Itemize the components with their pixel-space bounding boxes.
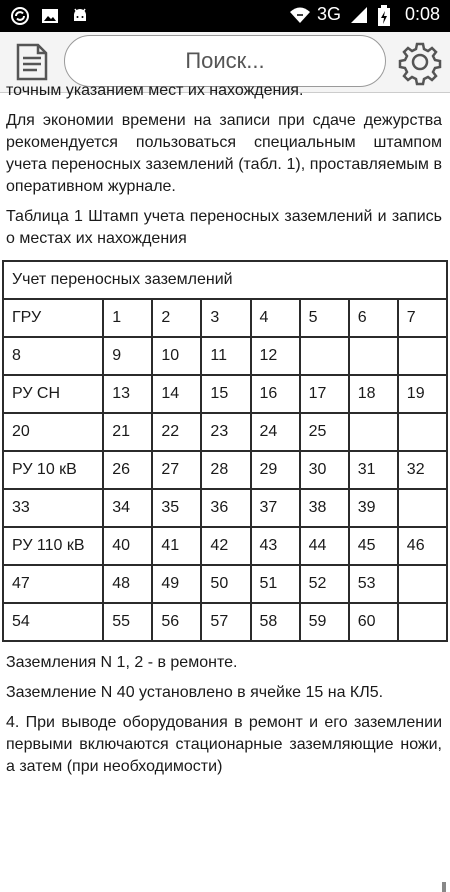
ground-number-cell: 22 — [152, 413, 201, 451]
ground-number-cell: 40 — [103, 527, 152, 565]
paragraph-stamp-intro: Для экономии времени на записи при сдаче дежурства рекомендуется пользоваться специальным штампом учета переносных заземлений (табл. 1), проставляемым в оперативном журнале. — [6, 112, 442, 195]
note-installed: Заземление N 40 установлено в ячейке 15 на КЛ5. — [6, 684, 384, 701]
sync-icon — [10, 6, 30, 26]
ground-number-cell — [349, 413, 398, 451]
ground-number-cell: 1 — [103, 299, 152, 337]
ground-number-cell: 14 — [152, 375, 201, 413]
ground-number-cell: 57 — [201, 603, 250, 641]
ground-number-cell: 31 — [349, 451, 398, 489]
network-type: 3G — [316, 4, 341, 24]
battery-icon — [377, 5, 397, 25]
paragraph-4: 4. При выводе оборудования в ремонт и его заземлении первыми включаются стационарные заземляющие ножи, а затем (при необходимости) — [6, 714, 442, 775]
ground-number-cell: 49 — [152, 565, 201, 603]
android-icon — [70, 6, 90, 26]
ground-number-cell: 28 — [201, 451, 250, 489]
ground-number-cell: 30 — [300, 451, 349, 489]
table-title-row — [3, 261, 447, 299]
ground-number-cell: 12 — [251, 337, 300, 375]
table-row — [3, 413, 447, 451]
ground-number-cell — [398, 413, 447, 451]
ground-number-cell: 50 — [201, 565, 250, 603]
ground-number-cell: 4 — [251, 299, 300, 337]
ground-number-cell — [398, 603, 447, 641]
document-button[interactable] — [12, 42, 52, 82]
ground-number-cell: 35 — [152, 489, 201, 527]
status-bar — [0, 0, 450, 32]
ground-number-cell: 36 — [201, 489, 250, 527]
ground-number-cell: 5 — [300, 299, 349, 337]
wifi-icon — [289, 5, 309, 25]
scrollbar[interactable] — [442, 882, 446, 892]
ground-number-cell: 44 — [300, 527, 349, 565]
ground-number-cell: 23 — [201, 413, 250, 451]
ground-number-cell: 46 — [398, 527, 447, 565]
row-label-cell: 8 — [3, 337, 103, 375]
ground-number-cell: 9 — [103, 337, 152, 375]
row-label-cell: РУ 10 кВ — [3, 451, 103, 489]
ground-number-cell: 19 — [398, 375, 447, 413]
ground-number-cell — [349, 337, 398, 375]
ground-number-cell: 56 — [152, 603, 201, 641]
ground-number-cell: 39 — [349, 489, 398, 527]
image-icon — [40, 6, 60, 26]
ground-number-cell: 48 — [103, 565, 152, 603]
note-repair: Заземления N 1, 2 - в ремонте. — [6, 654, 238, 671]
ground-number-cell: 26 — [103, 451, 152, 489]
row-label-cell: 20 — [3, 413, 103, 451]
ground-number-cell: 55 — [103, 603, 152, 641]
clock: 0:08 — [404, 4, 440, 24]
table-caption: Таблица 1 Штамп учета переносных заземлений и запись о местах их нахождения — [6, 208, 442, 247]
settings-button[interactable] — [398, 40, 442, 84]
ground-number-cell — [300, 337, 349, 375]
ground-number-cell: 42 — [201, 527, 250, 565]
table-row — [3, 489, 447, 527]
ground-number-cell: 15 — [201, 375, 250, 413]
table-row — [3, 451, 447, 489]
ground-number-cell: 3 — [201, 299, 250, 337]
row-label-cell: 47 — [3, 565, 103, 603]
cut-off-line: точным указанием мест их нахождения. — [6, 82, 304, 99]
row-label-cell: РУ СН — [3, 375, 103, 413]
ground-number-cell: 18 — [349, 375, 398, 413]
search-input[interactable]: Поиск... — [64, 35, 386, 87]
table-row — [3, 527, 447, 565]
ground-number-cell — [398, 565, 447, 603]
ground-number-cell: 29 — [251, 451, 300, 489]
ground-number-cell: 16 — [251, 375, 300, 413]
ground-number-cell: 7 — [398, 299, 447, 337]
table-row — [3, 565, 447, 603]
row-label-cell: ГРУ — [3, 299, 103, 337]
ground-number-cell: 51 — [251, 565, 300, 603]
table-title: Учет переносных заземлений — [3, 261, 447, 299]
ground-number-cell: 21 — [103, 413, 152, 451]
ground-number-cell: 6 — [349, 299, 398, 337]
ground-number-cell: 53 — [349, 565, 398, 603]
article-content[interactable] — [0, 82, 450, 800]
ground-number-cell: 2 — [152, 299, 201, 337]
ground-number-cell: 52 — [300, 565, 349, 603]
table-row — [3, 337, 447, 375]
row-label-cell: 33 — [3, 489, 103, 527]
ground-number-cell: 24 — [251, 413, 300, 451]
ground-number-cell: 38 — [300, 489, 349, 527]
ground-number-cell: 17 — [300, 375, 349, 413]
table-row — [3, 375, 447, 413]
ground-number-cell — [398, 489, 447, 527]
ground-number-cell: 11 — [201, 337, 250, 375]
ground-number-cell: 25 — [300, 413, 349, 451]
ground-number-cell: 32 — [398, 451, 447, 489]
ground-number-cell: 34 — [103, 489, 152, 527]
grounding-stamp-table — [2, 260, 448, 642]
ground-number-cell: 45 — [349, 527, 398, 565]
ground-number-cell: 37 — [251, 489, 300, 527]
ground-number-cell: 41 — [152, 527, 201, 565]
ground-number-cell: 27 — [152, 451, 201, 489]
table-row — [3, 299, 447, 337]
ground-number-cell: 59 — [300, 603, 349, 641]
ground-number-cell: 58 — [251, 603, 300, 641]
row-label-cell: РУ 110 кВ — [3, 527, 103, 565]
ground-number-cell: 13 — [103, 375, 152, 413]
signal-icon — [349, 5, 369, 25]
ground-number-cell — [398, 337, 447, 375]
ground-number-cell: 60 — [349, 603, 398, 641]
ground-number-cell: 10 — [152, 337, 201, 375]
row-label-cell: 54 — [3, 603, 103, 641]
ground-number-cell: 43 — [251, 527, 300, 565]
table-row — [3, 603, 447, 641]
